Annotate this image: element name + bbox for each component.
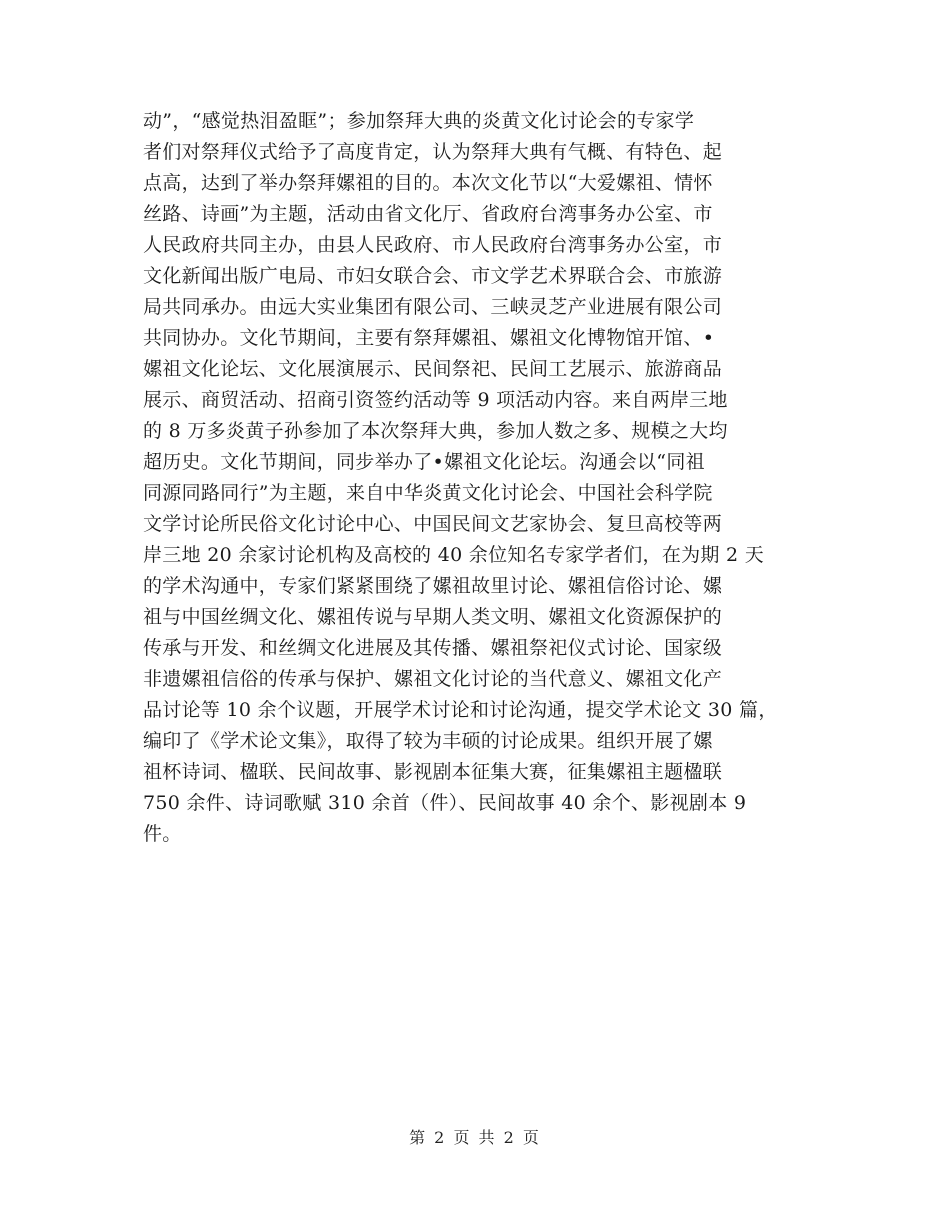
text-line: 共同协办。文化节期间，主要有祭拜嫘祖、嫘祖文化博物馆开馆、• [143,327,715,349]
text-line: 岸三地 20 余家讨论机构及高校的 40 余位知名专家学者们，在为期 2 天 [143,544,765,566]
text-line: 件。 [143,823,182,845]
body-text [143,106,823,850]
text-line: 祖与中国丝绸文化、嫘祖传说与早期人类文明、嫘祖文化资源保护的 [143,606,723,628]
text-line: 人民政府共同主办，由县人民政府、市人民政府台湾事务办公室，市 [143,234,723,256]
text-line: 祖杯诗词、楹联、民间故事、影视剧本征集大赛，征集嫘祖主题楹联 [143,761,723,783]
text-line: 动”，“感觉热泪盈眶”；参加祭拜大典的炎黄文化讨论会的专家学 [143,110,695,132]
text-line: 同源同路同行”为主题，来自中华炎黄文化讨论会、中国社会科学院 [143,482,713,504]
text-line: 传承与开发、和丝绸文化进展及其传播、嫘祖祭祀仪式讨论、国家级 [143,637,723,659]
page-number-label: 第 2 页 共 2 页 [409,1128,541,1147]
text-line: 嫘祖文化论坛、文化展演展示、民间祭祀、民间工艺展示、旅游商品 [143,358,723,380]
text-line: 者们对祭拜仪式给予了高度肯定，认为祭拜大典有气概、有特色、起 [143,141,723,163]
text-line: 局共同承办。由远大实业集团有限公司、三峡灵芝产业进展有限公司 [143,296,723,318]
text-line: 文学讨论所民俗文化讨论中心、中国民间文艺家协会、复旦高校等两 [143,513,723,535]
text-line: 文化新闻出版广电局、市妇女联合会、市文学艺术界联合会、市旅游 [143,265,723,287]
text-line: 超历史。文化节期间，同步举办了•嫘祖文化论坛。沟通会以“同祖 [143,451,705,473]
text-line: 的学术沟通中，专家们紧紧围绕了嫘祖故里讨论、嫘祖信俗讨论、嫘 [143,575,723,597]
text-line: 点高，达到了举办祭拜嫘祖的目的。本次文化节以“大爱嫘祖、情怀 [143,172,713,194]
text-line: 品讨论等 10 余个议题，开展学术讨论和讨论沟通，提交学术论文 30 篇， [143,699,778,721]
text-line: 丝路、诗画”为主题，活动由省文化厅、省政府台湾事务办公室、市 [143,203,713,225]
text-line: 750 余件、诗词歌赋 310 余首（件）、民间故事 40 余个、影视剧本 9 [143,792,747,814]
page-footer [0,1125,950,1148]
text-line: 展示、商贸活动、招商引资签约活动等 9 项活动内容。来自两岸三地 [143,389,728,411]
text-line: 编印了《学术论文集》，取得了较为丰硕的讨论成果。组织开展了嫘 [143,730,713,752]
text-line: 的 8 万多炎黄子孙参加了本次祭拜大典，参加人数之多、规模之大均 [143,420,728,442]
text-line: 非遗嫘祖信俗的传承与保护、嫘祖文化讨论的当代意义、嫘祖文化产 [143,668,723,690]
